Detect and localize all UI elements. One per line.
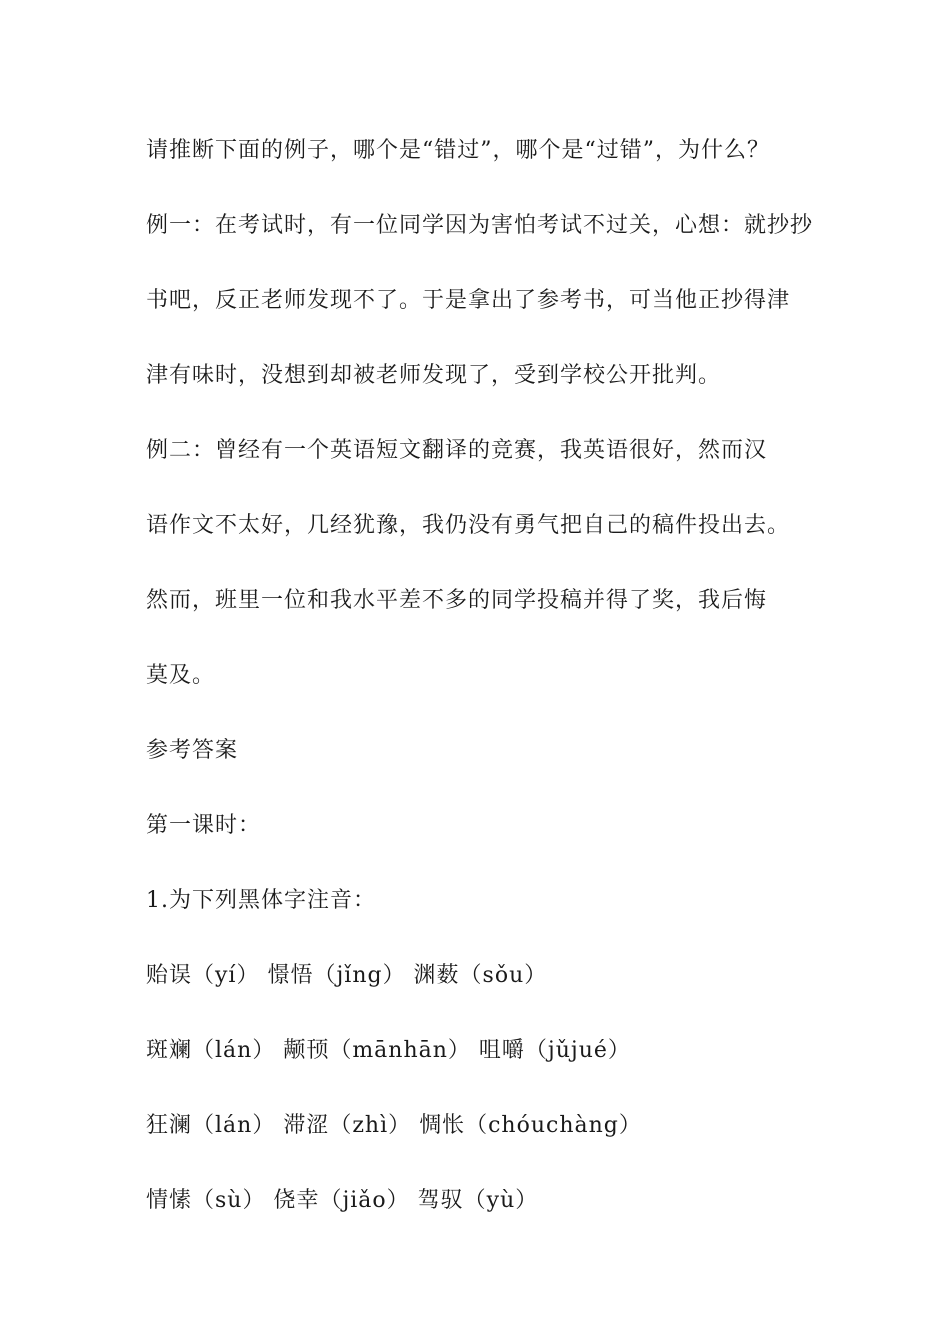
exercise-title: 1.为下列黑体字注音： [146, 888, 376, 913]
answer-heading: 参考答案 [146, 738, 239, 763]
pinyin-row-3: 狂澜（lán） 滞涩（zhì） 惆怅（chóuchàng） [146, 1113, 642, 1138]
question-prompt: 请推断下面的例子，哪个是“错过”，哪个是“过错”，为什么？ [146, 138, 770, 163]
example-one-line-3: 津有味时，没想到却被老师发现了，受到学校公开批判。 [146, 363, 722, 388]
pinyin-row-2: 斑斓（lán） 颟顸（mānhān） 咀嚼（jǔjué） [146, 1038, 631, 1063]
example-two-line-4: 莫及。 [146, 663, 216, 688]
example-one-line-1: 例一：在考试时，有一位同学因为害怕考试不过关，心想：就抄抄 [146, 213, 814, 238]
pinyin-row-4: 情愫（sù） 侥幸（jiǎo） 驾驭（yù） [146, 1188, 539, 1213]
pinyin-row-1: 贻误（yí） 憬悟（jǐng） 渊薮（sǒu） [146, 963, 548, 988]
example-one-line-2: 书吧，反正老师发现不了。于是拿出了参考书，可当他正抄得津 [146, 288, 791, 313]
example-two-line-3: 然而，班里一位和我水平差不多的同学投稿并得了奖，我后悔 [146, 588, 768, 613]
example-two-line-1: 例二：曾经有一个英语短文翻译的竞赛，我英语很好，然而汉 [146, 438, 768, 463]
lesson-heading: 第一课时： [146, 813, 262, 838]
example-two-line-2: 语作文不太好，几经犹豫，我仍没有勇气把自己的稿件投出去。 [146, 513, 791, 538]
